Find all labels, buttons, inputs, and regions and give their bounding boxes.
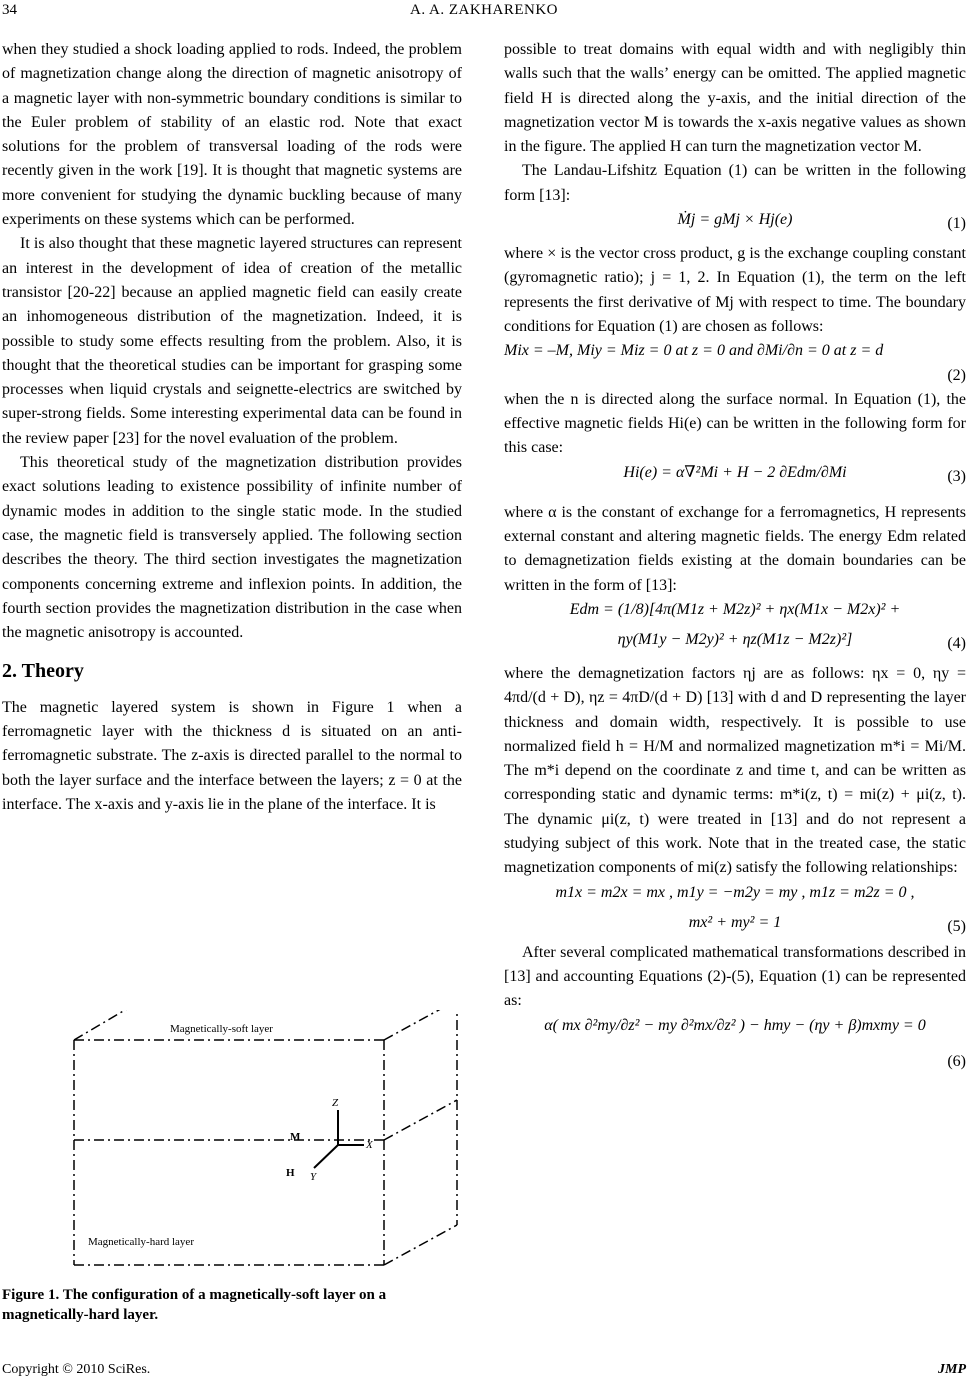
- running-header-author: A. A. ZAKHARENKO: [410, 2, 558, 18]
- box-edge: [384, 1225, 457, 1265]
- equation-number: (6): [947, 1052, 966, 1070]
- section-title: 2. Theory: [2, 660, 84, 683]
- paragraph: where × is the vector cross product, g is the exchange coupling constant (gyromagnetic ratio); j = 1, 2. In Equation (1), the term on the left represents the first derivative of Mj with respect to time. The boundary conditions for Equation (1) are chosen as follows:: [504, 245, 966, 335]
- box-edge: [384, 1010, 457, 1040]
- paragraph: The magnetic layered system is shown in Figure 1 when a ferromagnetic layer with the thickness d is situated on an anti-ferromagnetic substrate. The z-axis is directed parallel to the normal to both the layer surface and the interface between the layers; z = 0 at the interface. The x-axis and y-axis lie in the plane of the interface. It is: [2, 698, 462, 813]
- equation-4a: Edm = (1/8)[4π(M1z + M2z)² + ηx(M1x − M2x)² +: [569, 600, 901, 618]
- paragraph: possible to treat domains with equal width and with negligibly thin walls such that the walls’ energy can be omitted. The applied magnetic field H is directed along the y-axis, and the initial direction of the magnetization vector M is towards the x-axis negative values as shown in the figure. The applied H can turn the magnetization vector M.: [504, 41, 966, 156]
- paragraph: when they studied a shock loading applied to rods. Indeed, the problem of magnetization change along the direction of magnetic anisotropy of a magnetic layer with non-symmetric boundary conditions is similar to the Euler problem of stability of an elastic rod. Note that exact solutions for the problem of transversal loading of the rods were recently given in the work [19]. It is thought that magnetic systems are more convenient for studying the dynamic buckling because of many experiments on these systems which can be performed.: [2, 41, 462, 229]
- figure-caption: Figure 1. The configuration of a magnetically-soft layer on a magnetically-hard layer.: [2, 1287, 387, 1323]
- equation-number: (2): [947, 366, 966, 384]
- hard-layer-label: Magnetically-hard layer: [88, 1236, 194, 1248]
- z-axis-label: Z: [332, 1097, 339, 1109]
- paragraph: where α is the constant of exchange for a ferromagnetics, H represents external constant and altering magnetic fields. The energy Edm related to demagnetization fields existing at the domain boundaries can be written in the form of [13]:: [504, 503, 966, 594]
- right-column: [504, 38, 966, 1074]
- x-axis-label: X: [366, 1139, 373, 1151]
- equation-2: Mix = –M, Miy = Miz = 0 at z = 0 and ∂Mi/∂n = 0 at z = d: [504, 342, 884, 360]
- equation-number: (5): [947, 917, 966, 935]
- equation-6: α( mx ∂²my/∂z² − my ∂²mx/∂z² ) − hmy − (ηy + β)mxmy = 0: [544, 1016, 926, 1034]
- y-axis-arrow: [314, 1145, 338, 1168]
- equation-4b: ηy(M1y − M2y)² + ηz(M1z − M2z)²] (4): [504, 628, 966, 662]
- soft-layer-label: Magnetically-soft layer: [170, 1023, 273, 1035]
- equation-1: Ṁj = gMj × Hj(e) (1): [504, 208, 966, 242]
- equation-5b: mx² + my² = 1 (5): [504, 911, 966, 941]
- journal-footer: JMP: [938, 1362, 966, 1377]
- box-edge: [74, 1010, 142, 1040]
- page-number: 34: [2, 2, 17, 18]
- equation-number: (4): [947, 634, 966, 652]
- paragraph: It is also thought that these magnetic layered structures can represent an interest in the development of idea of creation of the metallic transistor [20-22] because an applied magnetic field can easily create an inhomogeneous distribution of the magnetization. Indeed, it is possible to study some effects resulting from the problem. Also, it is thought that the theoretical studies can be important for grasping some processes when liquid crystals and seignette-electrics are switched by super-strong fields. Some interesting experimental data can be found in the review paper [23] for the novel evaluation of the problem.: [2, 235, 462, 447]
- equation-3: Hi(e) = α∇²Mi + H − 2 ∂Edm/∂Mi (3): [504, 461, 966, 501]
- paragraph: where the demagnetization factors ηj are as follows: ηx = 0, ηy = 4πd/(d + D), ηz = 4πD/(d + D) [13] with d and D representing the layer thickness and domain width, respectively. It is possible to use normalized field h = H/M and normalized magnetization m*i = Mi/M. The m*i depend on the coordinate z and time t, and can be written as corresponding static and dynamic terms: m*i(z, t) = mi(z) + μi(z, t). The dynamic μi(z, t) were treated in [13] and do not represent a studying subject of this work. Note that in the treated case, the static magnetization components of mi(z) satisfy the following relationships:: [504, 664, 966, 877]
- equation-5a: m1x = m2x = mx , m1y = −m2y = my , m1z = m2z = 0 ,: [555, 883, 915, 901]
- equation-number: (3): [947, 467, 966, 485]
- left-column: [2, 38, 462, 817]
- equation-number: (1): [947, 215, 966, 233]
- copyright-footer: Copyright © 2010 SciRes.: [2, 1362, 151, 1377]
- layer-interface: [384, 1100, 457, 1140]
- y-axis-label: Y: [310, 1171, 317, 1183]
- paragraph: The Landau-Lifshitz Equation (1) can be written in the following form [13]:: [504, 162, 966, 204]
- paragraph: This theoretical study of the magnetization distribution provides exact solutions leading to existence possibility of infinite number of dynamic modes in addition to the single static mode. In the studied case, the magnetic field is transversely applied. The following section describes the theory. The third section investigates the magnetization components concerning extreme and inflexion points. In addition, the fourth section provides the magnetization distribution in the case when the magnetic anisotropy is accounted.: [2, 454, 462, 642]
- paragraph: After several complicated mathematical transformations described in [13] and accounting Equations (2)-(5), Equation (1) can be represented as:: [504, 943, 966, 1010]
- field-label: H: [286, 1167, 295, 1179]
- paragraph: when the n is directed along the surface normal. In Equation (1), the effective magnetic fields Hi(e) can be written in the following form for this case:: [504, 390, 966, 457]
- magnetization-label: M: [290, 1131, 301, 1143]
